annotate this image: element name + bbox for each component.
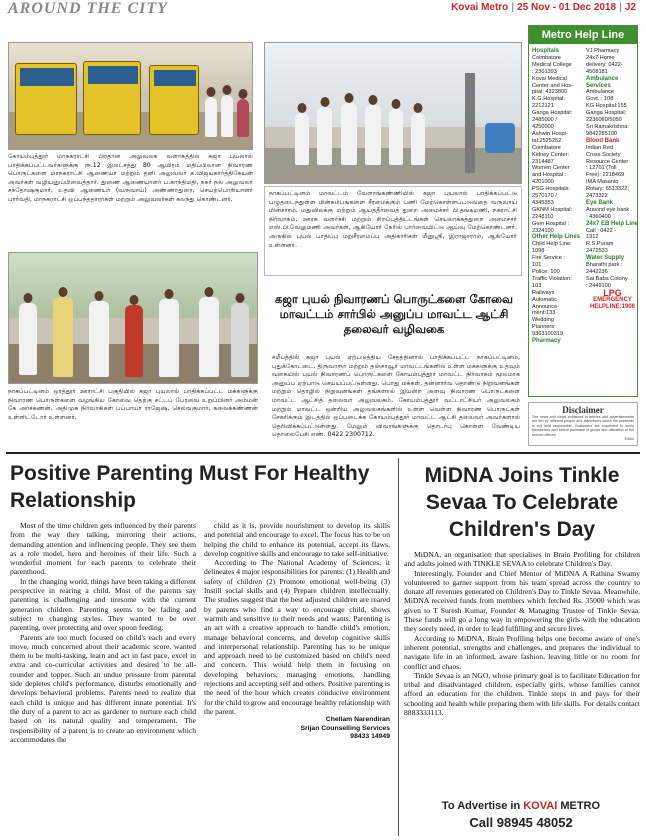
helpline-entry: 2212121 bbox=[532, 103, 554, 110]
helpline-entry: 2570170 / bbox=[532, 193, 557, 200]
helpline-category: Eye Bank bbox=[586, 199, 614, 206]
helpline-entry: Gem Hospital : bbox=[532, 220, 569, 227]
helpline-entry: Ganga Hospital: bbox=[586, 110, 627, 117]
helpline-entry: GKNM Hospital: bbox=[532, 206, 573, 213]
helpline-entry: Railways bbox=[532, 289, 555, 296]
helpline-entry: 24x7 Home bbox=[586, 54, 615, 61]
helpline-entry: 2324100 bbox=[532, 227, 554, 234]
helpline-right-column bbox=[586, 48, 639, 310]
caption-trucks: கோயம்புத்தூர் மாநகராட்சி பிரதான அலுவலக வளாகத்தில் கஜா புயலால் பாதிக்கப்பட்டவர்களுக்கு ரூ.12 இலட்சத்து 80 ஆயிரம் மதிப்பிலான நிவாரண பொருட்களை மாநகராட்சி ஆணையர் மற்றும் தனி அலுவலர் க.விஜயகார்த்திகேயன் அவர்கள் வழியனுப்பிவைத்தார். துணை ஆணையாளர் ப.காந்திமதி, நகர் நல அலுவலர் சந்தோஷ்குமார், உதவி ஆணையர் (வருவாய்) அண்ணாதுரை, செயற்பொறியாளர் பார்வதி, மாநகராட்சி ஒப்பந்ததாரர்கள் மற்றும் அலுவலர்கள் கலந்து கொண்டனர். bbox=[8, 153, 253, 203]
helpline-entry: : 4360400 bbox=[586, 213, 611, 220]
helpline-entry: Rotary: 6513322, bbox=[586, 186, 629, 193]
photo-ministers-inspection bbox=[264, 42, 522, 184]
helpline-category: Ambulance Services bbox=[586, 75, 619, 89]
article-paragraph: According to The National Academy of Sciences, it delineates 4 major responsibilities for parents: (1) Health and safety of children (2) Promote emotional well-being (3) Instill social skills and (4) Prepare children intellectually. The studies suggest that the best adjusted children are reared by parents who find a way to encourage child, shows warmth and sensitive to their needs and wants. Parenting is an art with a creative approach to handle child's emotion, manage behavioral concerns, and develop cognitive skills and interpersonal relationship. Parenting has to be unique and approach need to be customized based on child's need and concern. This would help them in focusing on developing behaviors, managing emotions, handling rejections and accepting self and others. Positive parenting is the need of the hour which creates conducive environment for the child to grow and encourage healthy relationship with the parent. bbox=[204, 558, 390, 716]
helpline-category: Water Supply bbox=[586, 255, 625, 262]
helpline-entry: 4508181 bbox=[586, 68, 608, 75]
helpline-entry: Police: 100 bbox=[532, 269, 560, 275]
helpline-entry: Cross Society bbox=[586, 151, 621, 158]
section-divider bbox=[6, 452, 640, 454]
helpline-entry: IMA Masanio bbox=[586, 179, 619, 186]
helpline-entry: Resource Center bbox=[586, 158, 629, 165]
helpline-entry: Automatic bbox=[532, 296, 557, 303]
caption-ministers: நாகப்பட்டினம் மாவட்டம் வேளாங்கண்ணியில் கஜா புயலால் பாதிக்கப்பட்டு பழுதடைந்துள்ள மின்கம்பங்களை சீரமைக்கும் பணி மேற்கொள்ளப்படுவதை வருவாய் மின்சாரம், மதுவிலக்கு மற்றும் ஆயத்தீர்வைத் துறை அமைச்சர் பி.தங்கமணி, நகராட்சி நிர்வாகம், ஊரக வளர்ச்சி மற்றும் சிறப்புத்திட்டங்கள் செயலாக்கத்துறை அமைச்சர் எஸ்.பி.வேலுமணி அவர்கள், ஆகியோர் நேரில் பார்வையிட்டு ஆய்வு மேற்கொண்டனர். அருகில் புயல் பாதிப்பு மறுசீரமைப்பு அதிகாரிகள் மீனுஸ்ரீ, இராஜாராம், ஆகியோர் உள்ளனர். bbox=[264, 186, 522, 276]
photo-relief-distribution bbox=[8, 252, 258, 384]
disclaimer-text: The news and views published in articles and advertisements are fed by different people and advertisers which the publisher is not held responsible. Customers are requested to verify themselves well before purchase of goods and utilization of the service offered. bbox=[532, 415, 634, 437]
helpline-entry: KG Hospital:155 bbox=[586, 103, 627, 110]
helpline-entry: Medical College bbox=[532, 61, 572, 68]
helpline-entry: 2442236 bbox=[586, 269, 608, 275]
helpline-entry: 101 bbox=[532, 262, 542, 269]
masthead: Kovai Metro | 25 Nov - 01 Dec 2018 | J2 bbox=[451, 2, 636, 13]
helpline-entry: Aravind eye bank bbox=[586, 206, 630, 213]
helpline-category: Other Help Lines bbox=[532, 234, 581, 241]
helpline-entry: 2248110 bbox=[532, 213, 554, 220]
helpline-entry: Free): 2218469 bbox=[586, 172, 625, 179]
helpline-entry: Coimbatore bbox=[532, 144, 561, 151]
helpline-entry: Wedding bbox=[532, 317, 554, 324]
helpline-entry: 2314487 bbox=[532, 158, 554, 165]
article2-body bbox=[404, 550, 640, 796]
helpline-entry: delivery: 0422- bbox=[586, 61, 623, 68]
helpline-entry: : 2301393 bbox=[532, 68, 557, 75]
helpline-entry: tal:2525252 bbox=[532, 137, 562, 144]
helpline-entry: 2473322 bbox=[586, 193, 608, 200]
helpline-category: Hospitals bbox=[532, 48, 560, 54]
helpline-entry: Coimbatore bbox=[532, 54, 561, 61]
helpline-entry: Center and Hos- bbox=[532, 82, 574, 89]
article-paragraph: child as it is, provide nourishment to develop its skills and potential and encourage to excel. The focus has to be on helping the child to enhance its potential, accept its flaws, develop cognitive skills and encourage to take self-initiative. bbox=[204, 521, 390, 558]
helpline-entry: : 2449100 bbox=[586, 282, 611, 289]
ad-suffix: METRO bbox=[560, 800, 601, 812]
helpline-entry: and Hospital : bbox=[532, 172, 567, 179]
byline-line: 98433 14949 bbox=[350, 733, 390, 741]
helpline-entry: Sai Baba Colony bbox=[586, 275, 628, 282]
disclaimer-sign: Editor bbox=[624, 437, 634, 442]
article-paragraph: Interestingly, Founder and Chief Mentor of MiDNA A Rathina Swamy volunteered to garner support from his team spread across the country to donate all revenues generated on Children's Day to Tinkle Sevaa. Meanwhile, MiDNA received funds from members which fetched Rs. 35000 which was given to T Suresh Kumar, Founder & Managing Trustee of Tinkle Sevaa. These funds will go a long way in empowering the girls with the education they sorely need, in order to lead fulfilling and secure lives. bbox=[404, 568, 640, 634]
article-paragraph: Parents are too much focused on child's each and every move, much concerned about their academic score, wanted them to be multi-tasking, learn and act in fast pace, excel in extra and co-curricular activities and desired to be all-rounder and topper. Such an undue pressure from parental side depletes child's performance, disturbs emotionally and develops behavioral problems. Parents need to realize that each child is unique and has different innate potential. It's the duty of a parent to act as gardener to nurture each child based on its natural quality and temperament. The responsibility of a parent is to create an environment which accommodates the bbox=[10, 632, 196, 744]
caption-relief-distribution: நாகப்பட்டினம் ஒரத்தூர் ஊராட்சி பகுதியில் கஜா புயலால் பாதிக்கப்பட்ட மக்களுக்கு நிவாரண பொருள்களை வழங்கிய கோவை தெற்கு சட்டப் பேரவை உறுப்பினர் அம்மன் கே அர்ச்சுணன். அதிமுக நிர்வாகிகள் பப்பாயா ராஜேஷ், செல்வகுமார், கலைக்கண்ணன் உள்ளிட்டோர் உள்ளனர். bbox=[8, 388, 258, 421]
article1-column-2 bbox=[204, 521, 390, 837]
helpline-entry: Traffic Violation: bbox=[532, 275, 572, 282]
helpline-emergency: EMERGENCY HELPLINE:1906 bbox=[589, 296, 635, 310]
helpline-entry: pital: 4323800 bbox=[532, 89, 568, 96]
helpline-entry: Child Help Line: bbox=[532, 241, 572, 248]
disclaimer-title: Disclaimer bbox=[562, 405, 604, 415]
helpline-entry: VJ Pharmacy bbox=[586, 48, 620, 54]
helpline-entry: 9363100319 bbox=[532, 331, 564, 338]
helpline-entry: 2472533 bbox=[586, 248, 608, 255]
masthead-date: 25 Nov - 01 Dec 2018 bbox=[517, 2, 617, 13]
disclaimer-box bbox=[528, 402, 638, 446]
tamil-headline: கஜா புயல் நிவாரணப் பொருட்களை கோவை மாவட்டம் சார்பில் அனுப்ப மாவட்ட ஆட்சி தலைவர் வழிவகை bbox=[275, 292, 513, 336]
article-paragraph: Most of the time children gets influenced by their parents from the way they talking, mirroring their actions, demanding attention and influencing people. They see them as a role model, hero and heroines of their life. Such a wonderful moment for each parents to celebrate their parenthood. bbox=[10, 521, 196, 577]
article-paragraph: Tinkle Sevaa is an NGO, whose primary goal is to facilitate Education for tribal and disadvantaged children, especially girls, whose families cannot afford an education for the children. Tinkle steps in and pays for their schooling and health while preparing them with life skills. For details contact 8883333113. bbox=[404, 670, 640, 718]
helpline-title: Metro Help Line bbox=[529, 26, 637, 44]
helpline-entry: K.G.Hospital: bbox=[532, 96, 565, 103]
helpline-left-column bbox=[532, 48, 585, 345]
article1-title: Positive Parenting Must For Healthy Relationship bbox=[10, 462, 370, 512]
helpline-entry: Kovai Medical bbox=[532, 75, 567, 82]
helpline-entry: R.S.Puram bbox=[586, 241, 614, 248]
byline-line: Srijan Counselling Services bbox=[300, 724, 390, 732]
advertise-box bbox=[402, 800, 640, 838]
ad-phone: Call 98945 48052 bbox=[469, 815, 573, 830]
article1-byline bbox=[204, 716, 390, 741]
helpline-entry: 1098 bbox=[532, 248, 545, 255]
column-divider bbox=[398, 458, 399, 836]
section-title: AROUND THE CITY bbox=[8, 0, 168, 17]
helpline-category: Pharmacy bbox=[532, 338, 561, 345]
helpline-entry: Govt. : 108 bbox=[586, 96, 614, 103]
metro-help-line bbox=[528, 25, 638, 397]
helpline-entry: : 12701 (Toll bbox=[586, 165, 617, 172]
helpline-entry: Women Center bbox=[532, 165, 570, 172]
helpline-entry: 103 bbox=[532, 282, 542, 289]
helpline-entry: Ashwin Hospi- bbox=[532, 130, 568, 137]
byline-line: Chellam Narendiran bbox=[325, 716, 390, 724]
helpline-entry: Ambulance bbox=[586, 89, 614, 96]
helpline-entry: Indian Red bbox=[586, 144, 614, 151]
helpline-entry: Announce- bbox=[532, 303, 560, 310]
article2-title: MiDNA Joins Tinkle Sevaa To Celebrate Children's Day bbox=[424, 464, 620, 541]
ad-prefix: To Advertise in bbox=[441, 800, 521, 812]
helpline-category: Blood Bank bbox=[586, 137, 620, 144]
helpline-entry: 2236060/5050 bbox=[586, 117, 622, 124]
helpline-lpg: LPG bbox=[603, 287, 622, 298]
photo-relief-trucks bbox=[8, 42, 253, 150]
helpline-entry: Planners: bbox=[532, 324, 556, 331]
helpline-entry: 9842285100 bbox=[586, 130, 618, 137]
helpline-entry: Kidney Center: bbox=[532, 151, 570, 158]
helpline-entry: 4345353 bbox=[532, 199, 554, 206]
caption-relief-appeal: சமீபத்தில் கஜா புயல் ஏற்படுத்திய சேதத்தினால் பாதிக்கப்பட்ட நாகப்பட்டினம், புதுக்கோட்டை, திருவாரூர் மற்றும் தஞ்சாவூர் மாவட்டங்களில் உள்ள மக்களுக்கு உதவும் வகையில் புயல் நிவாரணப் பொருட்களை கோயம்புத்தூர் மாவட்ட நிர்வாகம் மூலமாக அனுப்ப ஏற்பாடு செய்யப்பட்டுள்ளது. பொது மக்கள், தன்னார்வ தொண்டு நிறுவனங்கள் மற்றும் தொழில் நிறுவனங்கள் தங்களால் இயன்ற அளவு நிவாரண பொருட்களை மாவட்ட ஆட்சித் தலைவர் அலுவலகம், கோயம்புத்தூர் வட்டாட்சியர் அலுவலகம் மற்றும் மாவட்ட ஒன்றிய அலுவலகங்களில் உள்ள வெள்ள நிவாரண பொருட்கள் சேகரிக்கும் இடத்தில் ஒப்படைக்க கோயம்புத்தூர் மாவட்ட ஆட்சி தலைவர் அவர்களால் தெரிவிக்கப்பட்டுள்ளது. மேலும் விவரங்களுக்கு தொடர்பு கொள்ள வேண்டிய தொலைபேசி எண். 0422 2300712. bbox=[272, 354, 520, 439]
article-paragraph: MiDNA, an organisation that specialises in Brain Profiling for children and adults joined with TINKLE SEVAA to celebrate Children's Day. bbox=[404, 550, 640, 569]
masthead-page: J2 bbox=[624, 2, 636, 13]
helpline-entry: PSG Hospitals: bbox=[532, 186, 570, 193]
article-paragraph: According to MiDNA, Brain Profiling helps one become aware of one's inherent potential, strengths and challenges, and prepares the individual to navigate life in an informed, aware fashion, leaving little or no room for conflict and chaos. bbox=[404, 633, 640, 671]
helpline-entry: Bharathi park : bbox=[586, 262, 623, 269]
helpline-entry: Call : 0422 - bbox=[586, 227, 617, 234]
helpline-entry: Sri Ramakrishna: bbox=[586, 123, 629, 130]
helpline-entry: 4250000 bbox=[532, 123, 554, 130]
helpline-entry: 1912 bbox=[586, 234, 599, 241]
helpline-entry: ment:133 bbox=[532, 310, 556, 317]
helpline-entry: Ganga Hospital: bbox=[532, 110, 573, 117]
ad-brand: KOVAI bbox=[523, 800, 558, 812]
helpline-entry: 2485000 / bbox=[532, 117, 557, 124]
helpline-category: 24x7 EB Help Line bbox=[586, 220, 639, 227]
helpline-entry: 4201000 bbox=[532, 179, 554, 186]
masthead-brand: Kovai Metro bbox=[451, 2, 509, 13]
article1-column-1 bbox=[10, 521, 196, 837]
helpline-entry: Fire Service : bbox=[532, 255, 565, 262]
article-paragraph: In the changing world, things have been taking a different perspective in rearing a child. Most of the parents say parenting is challenging and tiresome with the current generation children. Parenting seems to be fading and subject to changing styles. They wanted to be over parenting, over protecting and over spoon feeding. bbox=[10, 576, 196, 633]
